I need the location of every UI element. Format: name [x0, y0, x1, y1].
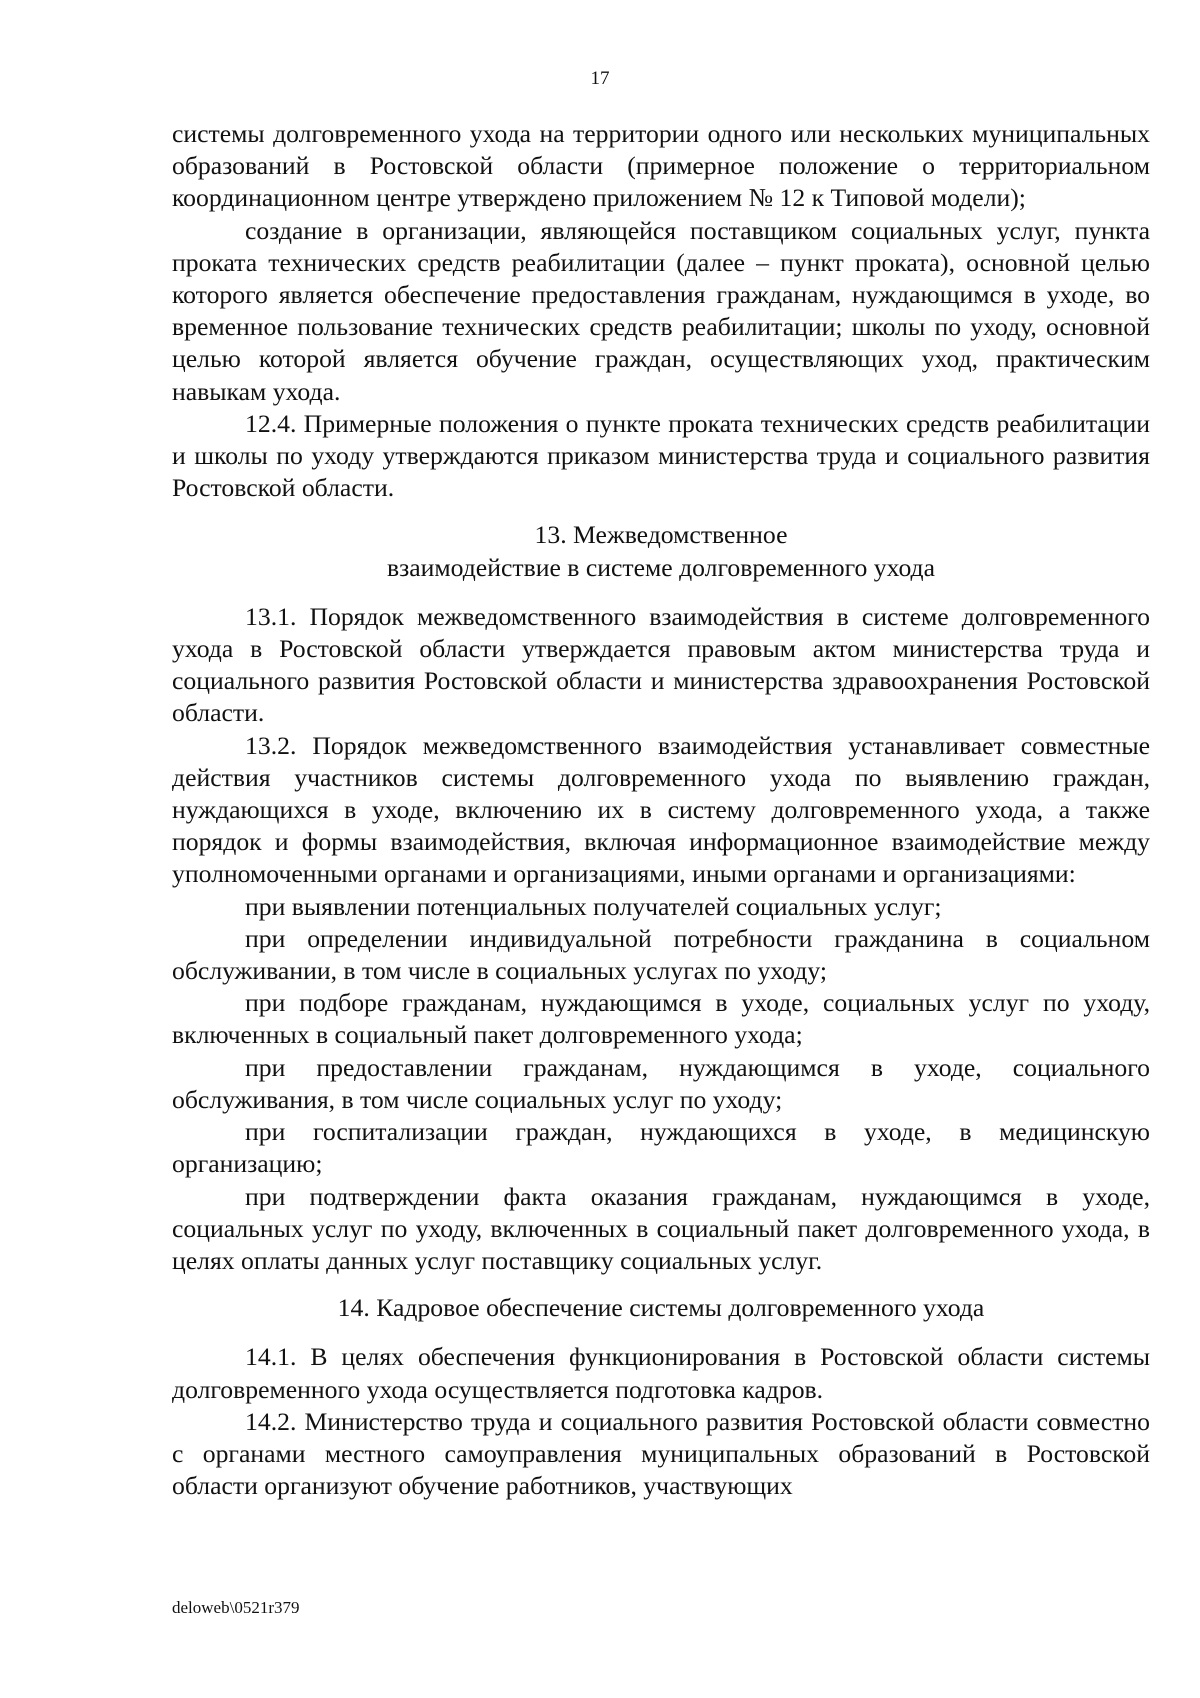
paragraph: при выявлении потенциальных получателей социальных услуг; — [245, 891, 942, 921]
paragraph: 13.2. Порядок межведомственного взаимодействия устанавливает совместные действия участников системы долговременного ухода по выявлению граждан, нуждающихся в уходе, включению их в систему долговременного ухода, а также порядок и формы взаимодействия, включая информационное взаимодействие между уполномоченными органами и организациями, иными органами и организациями: — [172, 730, 1150, 889]
section-heading-13 — [172, 519, 1150, 583]
section-heading-14: 14. Кадровое обеспечение системы долговременного ухода — [337, 1293, 985, 1323]
paragraph: системы долговременного ухода на территории одного или нескольких муниципальных образований в Ростовской области (примерное положение о территориальном координационном центре утверждено приложением № 12 к Типовой модели); — [172, 119, 1150, 213]
paragraph: 13.1. Порядок межведомственного взаимодействия в системе долговременного ухода в Ростовской области утверждается правовым актом министерства труда и социального развития Ростовской области и министерства здравоохранения Ростовской области. — [172, 601, 1150, 728]
paragraph: 14.2. Министерство труда и социального развития Ростовской области совместно с органами местного самоуправления муниципальных образований в Ростовской области организуют обучение работников, участвующих — [172, 1406, 1150, 1501]
paragraph: при госпитализации граждан, нуждающихся в уходе, в медицинскую организацию; — [172, 1117, 1150, 1179]
heading-line: взаимодействие в системе долговременного ухода — [386, 552, 936, 582]
paragraph: при определении индивидуальной потребности гражданина в социальном обслуживании, в том числе в социальных услугах по уходу; — [172, 923, 1150, 986]
paragraph: при подтверждении факта оказания гражданам, нуждающимся в уходе, социальных услуг по уходу, включенных в социальный пакет долговременного ухода, в целях оплаты данных услуг поставщику социальных услуг. — [172, 1181, 1150, 1275]
document-body — [172, 118, 1150, 1502]
paragraph: 12.4. Примерные положения о пункте проката технических средств реабилитации и школы по уходу утверждаются приказом министерства труда и социального развития Ростовской области. — [172, 408, 1150, 503]
paragraph: 14.1. В целях обеспечения функционирования в Ростовской области системы долговременного ухода осуществляется подготовка кадров. — [172, 1342, 1150, 1404]
paragraph: создание в организации, являющейся поставщиком социальных услуг, пункта проката технических средств реабилитации (далее – пункт проката), основной целью которого является обеспечение предоставления гражданам, нуждающимся в уходе, во временное пользование технических средств реабилитации; школы по уходу, основной целью которой является обучение граждан, осуществляющих уход, практическим навыкам ухода. — [172, 215, 1150, 406]
paragraph: при предоставлении гражданам, нуждающимся в уходе, социального обслуживания, в том числе социальных услуг по уходу; — [172, 1052, 1150, 1114]
paragraph: при подборе гражданам, нуждающимся в уходе, социальных услуг по уходу, включенных в социальный пакет долговременного ухода; — [172, 988, 1150, 1050]
document-footer-code: deloweb\0521r379 — [172, 1598, 300, 1617]
heading-line: 13. Межведомственное — [534, 520, 788, 550]
page-number: 17 — [590, 68, 610, 89]
